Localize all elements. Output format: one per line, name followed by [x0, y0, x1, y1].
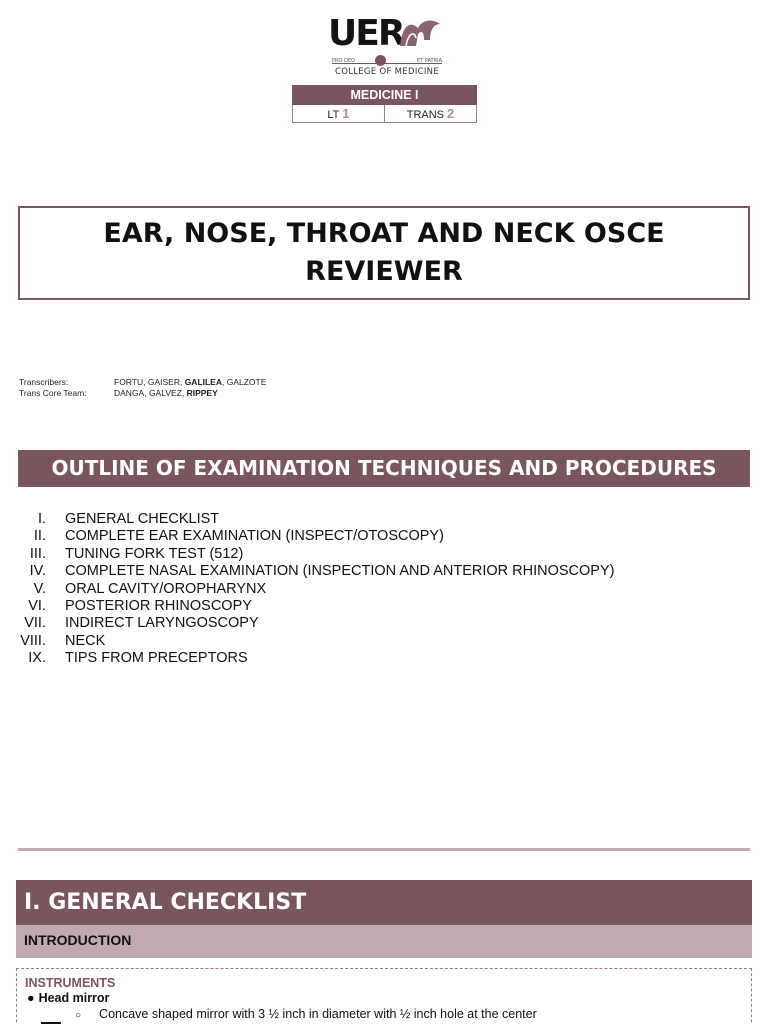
uerm-logo	[326, 14, 446, 78]
trans-number: 2	[447, 106, 455, 121]
outline-item-number: III.	[29, 545, 46, 562]
lt-number: 1	[342, 106, 350, 121]
trans-label: TRANS	[406, 109, 445, 121]
logo-college-name: COLLEGE OF MEDICINE	[334, 67, 440, 77]
section-title: I. GENERAL CHECKLIST	[16, 880, 752, 925]
outline-item-number: IX.	[28, 650, 46, 667]
outline-item-text: TUNING FORK TEST (512)	[65, 545, 244, 562]
outline-item	[18, 528, 614, 545]
section-subtitle: INTRODUCTION	[16, 925, 752, 958]
core-team-names	[114, 388, 218, 399]
section-divider	[18, 848, 750, 851]
transcribers-names-c: , GALZOTE	[222, 377, 267, 387]
instrument-sub-item-text: Concave shaped mirror with 3 ½ inch in diameter with ½ inch hole at the center	[99, 1007, 537, 1021]
logo-seal-icon	[375, 55, 386, 66]
core-team-names-a: DANGA, GALVEZ,	[114, 388, 187, 398]
outline-item-text: ORAL CAVITY/OROPHARYNX	[65, 580, 267, 597]
course-info-box	[292, 85, 477, 123]
core-team-row	[19, 388, 266, 399]
outline-item-number: VII.	[24, 615, 46, 632]
outline-item-number: I.	[37, 511, 46, 527]
credits	[19, 377, 266, 399]
outline-item-text: COMPLETE NASAL EXAMINATION (INSPECTION AND ANTERIOR RHINOSCOPY)	[65, 563, 615, 580]
bullet-icon: ●	[27, 991, 35, 1005]
lt-label: LT	[327, 109, 340, 121]
outline-item	[18, 581, 614, 598]
instrument-item-label: Head mirror	[38, 991, 110, 1005]
outline-item-number: II.	[33, 528, 46, 545]
transcribers-label: Transcribers:	[19, 377, 69, 387]
core-team-label: Trans Core Team:	[19, 388, 87, 398]
instrument-item	[27, 991, 109, 1005]
outline-item-text: GENERAL CHECKLIST	[65, 511, 220, 527]
outline-item	[18, 650, 614, 667]
logo-swirl-icon	[396, 16, 442, 52]
lt-cell	[293, 105, 384, 122]
instrument-sub-item	[75, 1007, 537, 1021]
title-line-1: EAR, NOSE, THROAT AND NECK OSCE	[103, 218, 665, 249]
outline-heading: OUTLINE OF EXAMINATION TECHNIQUES AND PROCEDURES	[18, 450, 750, 487]
outline-list	[18, 511, 614, 668]
transcribers-names	[114, 377, 266, 388]
outline-item-text: COMPLETE EAR EXAMINATION (INSPECT/OTOSCOPY)	[65, 528, 444, 545]
course-title: MEDICINE I	[292, 85, 477, 105]
outline-item-number: V.	[33, 580, 46, 597]
outline-item	[18, 633, 614, 650]
logo-motto-right: ET PATRIA	[417, 58, 442, 64]
outline-item	[18, 563, 614, 580]
outline-item-text: INDIRECT LARYNGOSCOPY	[65, 615, 259, 632]
outline-item-text: NECK	[65, 632, 106, 649]
transcribers-row	[19, 377, 266, 388]
title-line-2: REVIEWER	[305, 256, 463, 287]
logo-motto	[332, 58, 442, 64]
transcribers-names-bold: GALILEA	[184, 377, 222, 387]
outline-item	[18, 511, 614, 528]
outline-item	[18, 615, 614, 632]
outline-item	[18, 546, 614, 563]
course-meta-row	[292, 105, 477, 123]
document-title-box	[18, 206, 750, 300]
outline-item-number: IV.	[29, 563, 46, 580]
outline-item-text: TIPS FROM PRECEPTORS	[65, 650, 248, 667]
document-title	[74, 215, 694, 291]
outline-item-text: POSTERIOR RHINOSCOPY	[65, 598, 252, 615]
circle-bullet-icon: ○	[75, 1010, 82, 1021]
trans-cell	[384, 105, 476, 122]
outline-item	[18, 598, 614, 615]
transcribers-names-a: FORTU, GAISER,	[114, 377, 185, 387]
outline-item-number: VIII.	[20, 632, 46, 649]
logo-motto-left: PRO DEO	[332, 58, 355, 64]
instruments-heading: INSTRUMENTS	[25, 976, 116, 990]
core-team-names-bold: RIPPEY	[186, 388, 218, 398]
outline-item-number: VI.	[28, 598, 46, 615]
logo-wordmark: UER	[328, 13, 404, 54]
instruments-box	[16, 968, 752, 1024]
